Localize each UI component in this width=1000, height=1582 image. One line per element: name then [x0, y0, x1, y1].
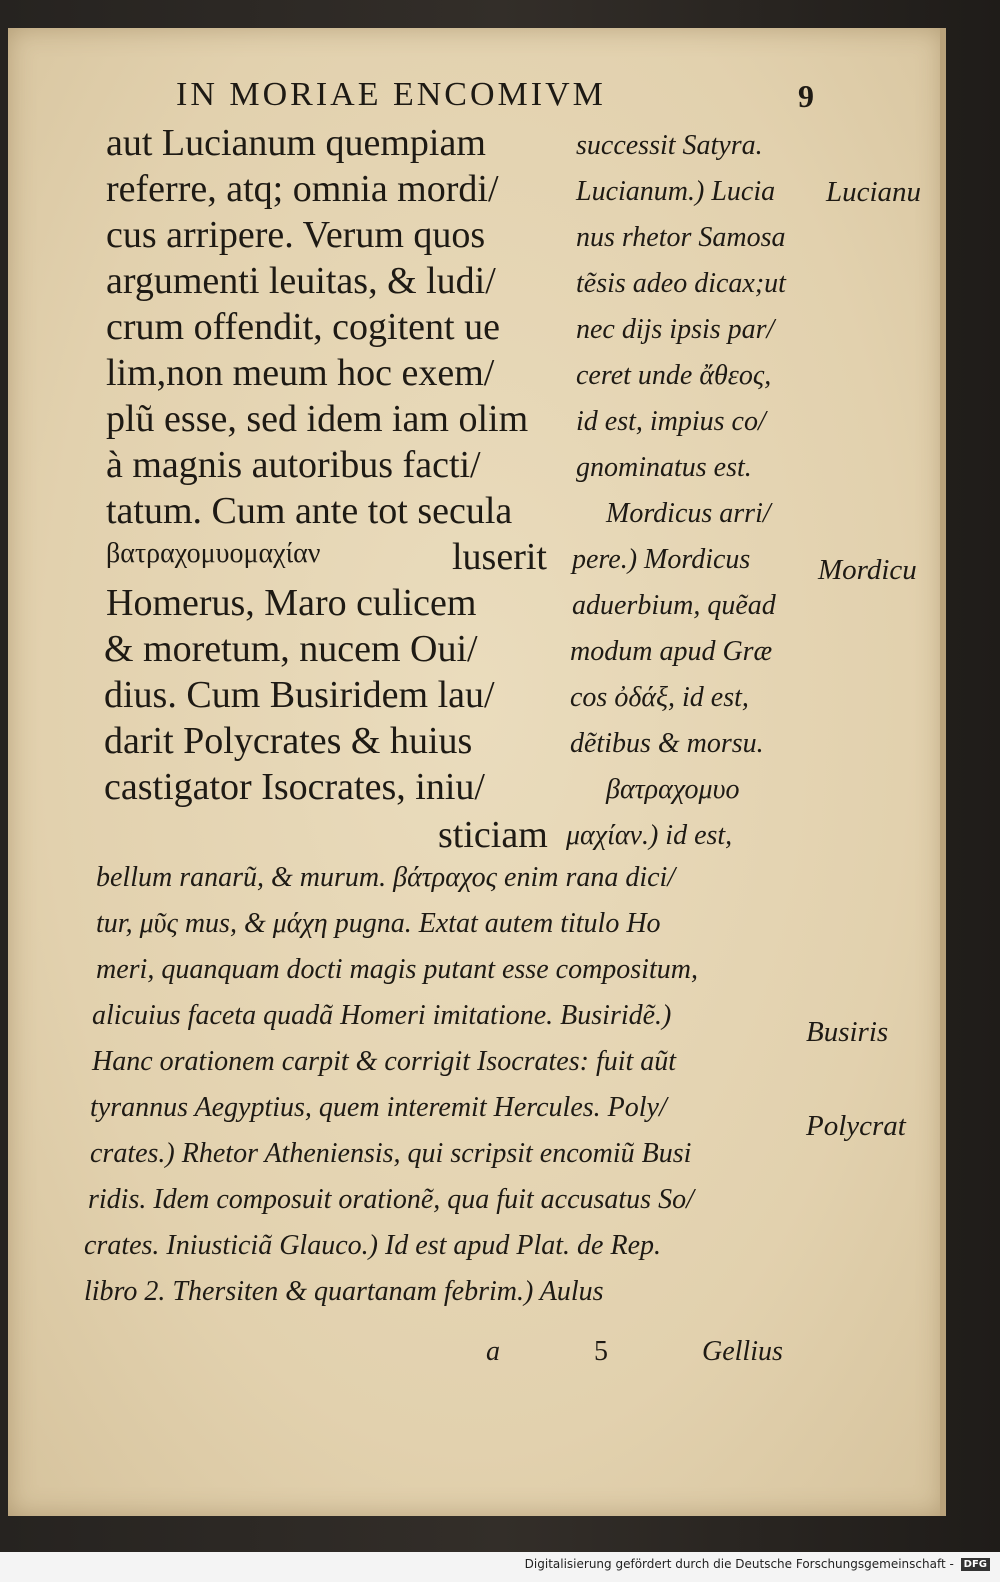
- margin-edge-note: Mordicu: [818, 554, 917, 586]
- commentary-line: modum apud Græ: [570, 636, 773, 667]
- commentary-line: μαχίαν.) id est,: [566, 820, 733, 851]
- margin-edge-note: Polycrat: [806, 1110, 906, 1142]
- signature-number: 5: [594, 1336, 608, 1367]
- dfg-logo: DFG: [961, 1558, 990, 1571]
- commentary-line: tẽsis adeo dicax;ut: [576, 268, 786, 299]
- commentary-line: Mordicus arri/: [606, 498, 771, 529]
- note-line: tyrannus Aegyptius, quem interemit Hercules. Poly/: [90, 1092, 667, 1123]
- main-text-line: tatum. Cum ante tot secula: [106, 490, 513, 532]
- commentary-line: nus rhetor Samosa: [576, 222, 786, 253]
- main-text-line: Homerus, Maro culicem: [106, 582, 477, 624]
- commentary-line: ceret unde ἄθεος,: [576, 360, 772, 391]
- note-line: Hanc orationem carpit & corrigit Isocrates: fuit aũt: [92, 1046, 677, 1077]
- commentary-line: cos ὀδάξ, id est,: [570, 682, 749, 713]
- main-text-line: cus arripere. Verum quos: [106, 214, 486, 256]
- note-line: libro 2. Thersiten & quartanam febrim.) Aulus: [84, 1276, 604, 1307]
- commentary-line: nec dijs ipsis par/: [576, 314, 775, 345]
- main-text-line: lim,non meum hoc exem/: [106, 352, 495, 394]
- main-text-line: à magnis autoribus facti/: [106, 444, 481, 486]
- margin-edge-note: Busiris: [806, 1016, 889, 1048]
- commentary-line: βατραχομυο: [606, 774, 740, 805]
- page-number: 9: [798, 78, 814, 114]
- credit-text: Digitalisierung gefördert durch die Deutsche Forschungsgemeinschaft -: [524, 1557, 954, 1571]
- main-text-line: crum offendit, cogitent ue: [106, 306, 500, 348]
- main-text-line: referre, atq; omnia mordi/: [106, 168, 499, 210]
- commentary-line: gnominatus est.: [576, 452, 752, 483]
- catchword: Gellius: [702, 1336, 783, 1367]
- signature-mark: a: [486, 1336, 500, 1367]
- note-line: ridis. Idem composuit orationẽ, qua fuit accusatus So/: [88, 1184, 694, 1215]
- main-text-line: luserit: [452, 536, 547, 578]
- note-line: alicuius faceta quadã Homeri imitatione. Busiridẽ.): [92, 1000, 672, 1031]
- running-header: IN MORIAE ENCOMIVM: [176, 76, 606, 113]
- note-line: meri, quanquam docti magis putant esse compositum,: [96, 954, 698, 985]
- main-text-line: aut Lucianum quempiam: [106, 122, 486, 164]
- commentary-line: id est, impius co/: [576, 406, 766, 437]
- margin-edge-note: Lucianu: [826, 176, 922, 208]
- main-text-line: & moretum, nucem Oui/: [104, 628, 478, 670]
- main-text-line: argumenti leuitas, & ludi/: [106, 260, 496, 302]
- digitization-credit: [525, 1557, 990, 1571]
- main-text-line: darit Polycrates & huius: [104, 720, 473, 762]
- main-text-line: plũ esse, sed idem iam olim: [106, 398, 529, 440]
- main-text-line: dius. Cum Busiridem lau/: [104, 674, 495, 716]
- note-line: tur, μῦς mus, & μάχη pugna. Extat autem titulo Ho: [96, 908, 661, 939]
- page-edge: [940, 28, 946, 1516]
- commentary-line: pere.) Mordicus: [572, 544, 751, 575]
- commentary-line: Lucianum.) Lucia: [576, 176, 776, 207]
- note-line: bellum ranarũ, & murum. βάτραχος enim rana dici/: [96, 862, 676, 893]
- main-text-line: castigator Isocrates, iniu/: [104, 766, 485, 808]
- commentary-line: successit Satyra.: [576, 130, 763, 161]
- note-line: crates.) Rhetor Atheniensis, qui scripsit encomiũ Busi: [90, 1138, 692, 1169]
- commentary-line: aduerbium, quẽad: [572, 590, 776, 621]
- main-text-line: sticiam: [438, 814, 548, 856]
- note-line: crates. Iniusticiã Glauco.) Id est apud Plat. de Rep.: [84, 1230, 661, 1261]
- main-text-greek: βατραχομυομαχίαν: [106, 538, 321, 569]
- commentary-line: dẽtibus & morsu.: [570, 728, 764, 759]
